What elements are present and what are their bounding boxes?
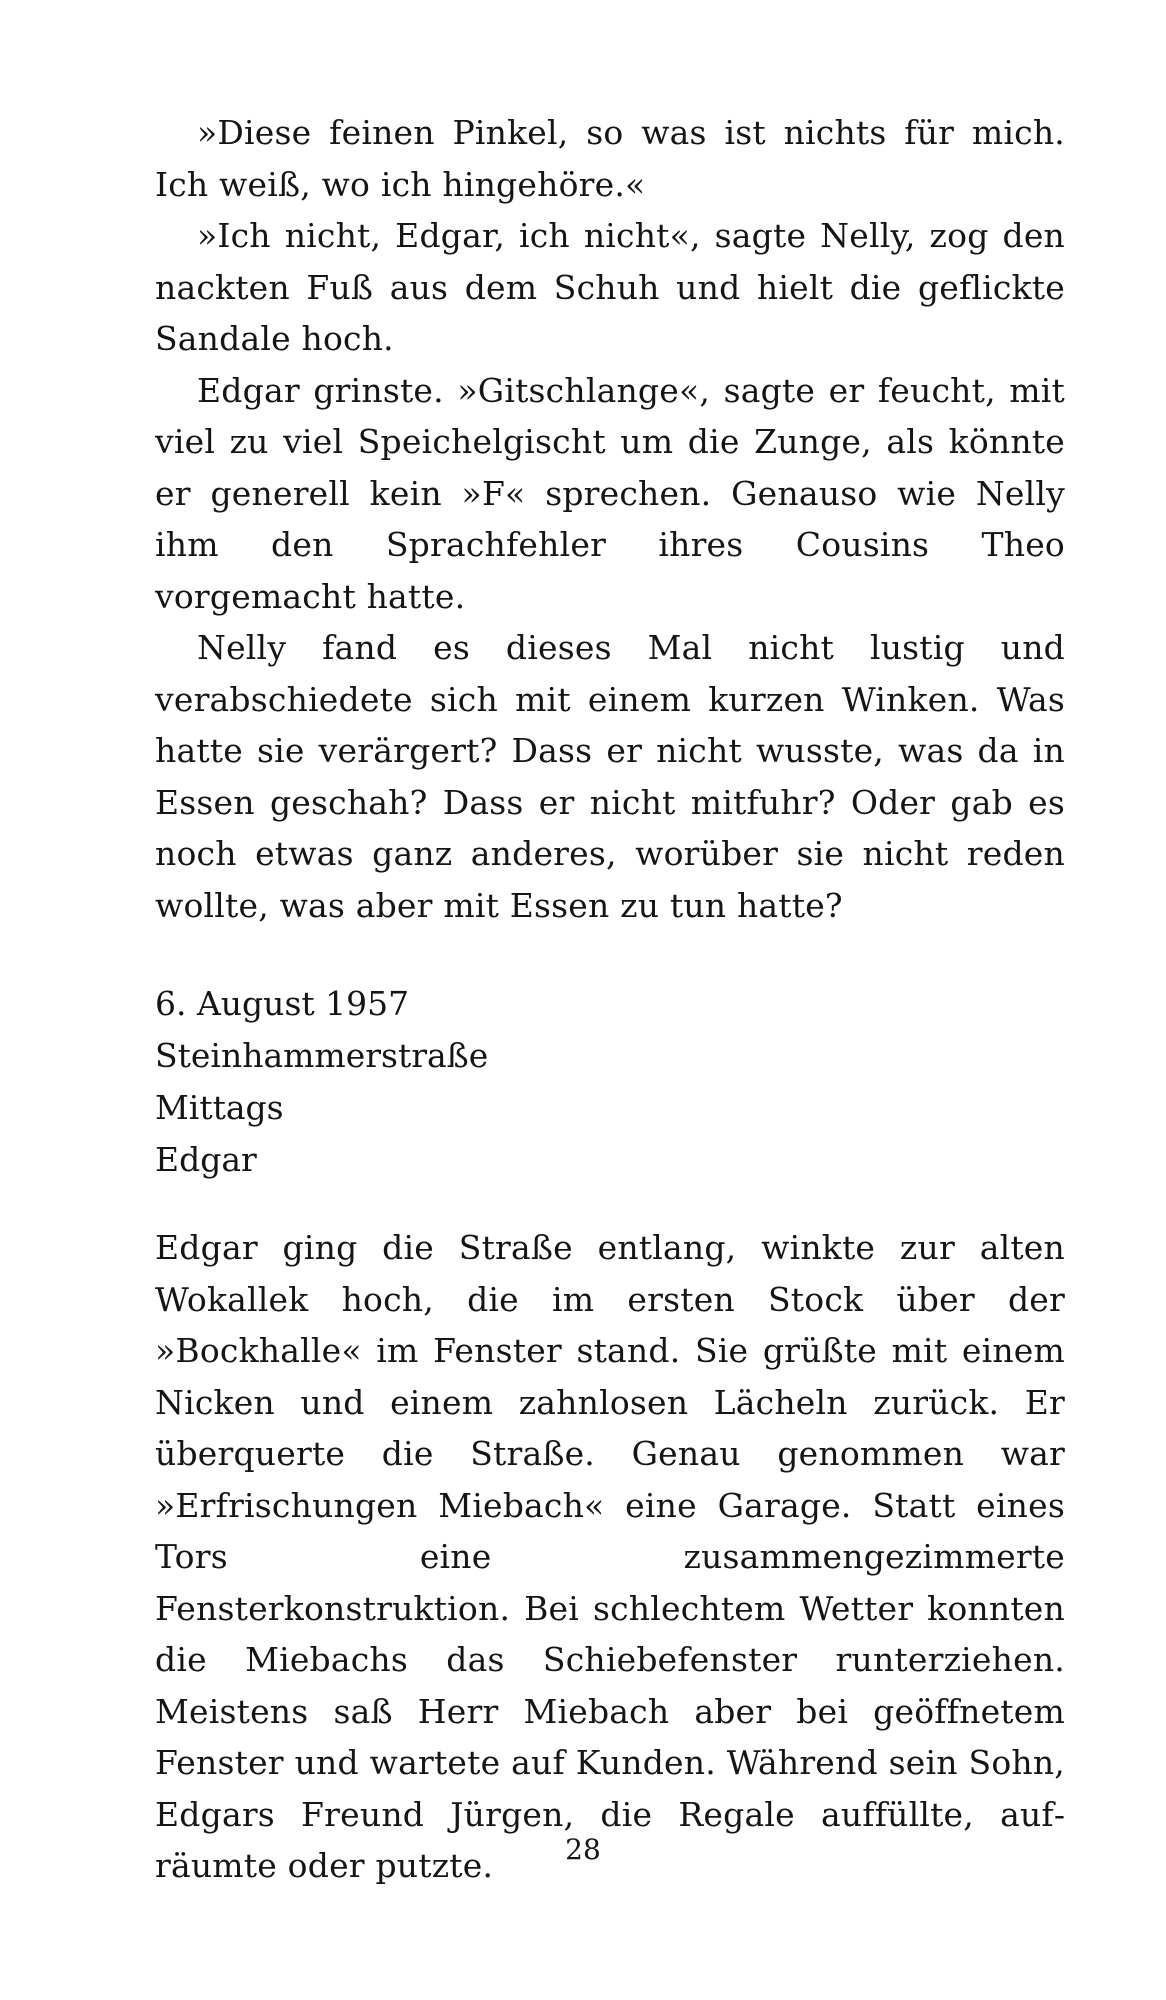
section-heading (155, 978, 488, 1186)
page-number: 28 (565, 1833, 601, 1866)
heading-character: Edgar (155, 1140, 257, 1179)
paragraph: Edgar grinste. »Gitschlange«, sagte er feucht, mit viel zu viel Speichelgischt um die Zunge, als könnte er generell kein »F« sprechen. Genauso wie Nelly ihm den Sprachfehler ihres Cousins Theo vorgemacht hatte. (155, 370, 1065, 616)
heading-time: Mittags (155, 1088, 284, 1127)
heading-place: Steinhammerstraße (155, 1036, 489, 1075)
text-block-top (155, 107, 1065, 931)
paragraph: »Ich nicht, Edgar, ich nicht«, sagte Nelly, zog den nackten Fuß aus dem Schuh und hielt die geflickte Sandale hoch. (155, 216, 1065, 358)
heading-date: 6. August 1957 (155, 984, 410, 1023)
text-block-bottom (155, 1222, 1065, 1892)
paragraph: Edgar ging die Straße entlang, winkte zur alten Wokallek hoch, die im ersten Stock über der »Bockhalle« im Fenster stand. Sie grüßte mit einem Nicken und einem zahnlosen Lächeln zurück. Er überquerte die Straße. Genau genommen war »Erfrischungen Miebach« eine Garage. Statt eines Tors eine zusammengezimmerte Fensterkonstruktion. Bei schlechtem Wetter konnten die Miebachs das Schiebefenster runterziehen. Meistens saß Herr Miebach aber bei geöffnetem Fenster und wartete auf Kunden. Während sein Sohn, Edgars Freund Jürgen, die Regale auffüllte, aufräumte oder putzte. (155, 1228, 1065, 1885)
paragraph: Nelly fand es dieses Mal nicht lustig und verabschiedete sich mit einem kurzen Winken. Was hatte sie verärgert? Dass er nicht wusste, was da in Essen geschah? Dass er nicht mitfuhr? Oder gab es noch etwas ganz anderes, worüber sie nicht reden wollte, was aber mit Essen zu tun hatte? (155, 628, 1065, 925)
paragraph: »Diese feinen Pinkel, so was ist nichts für mich. Ich weiß, wo ich hingehöre.« (155, 113, 1065, 204)
